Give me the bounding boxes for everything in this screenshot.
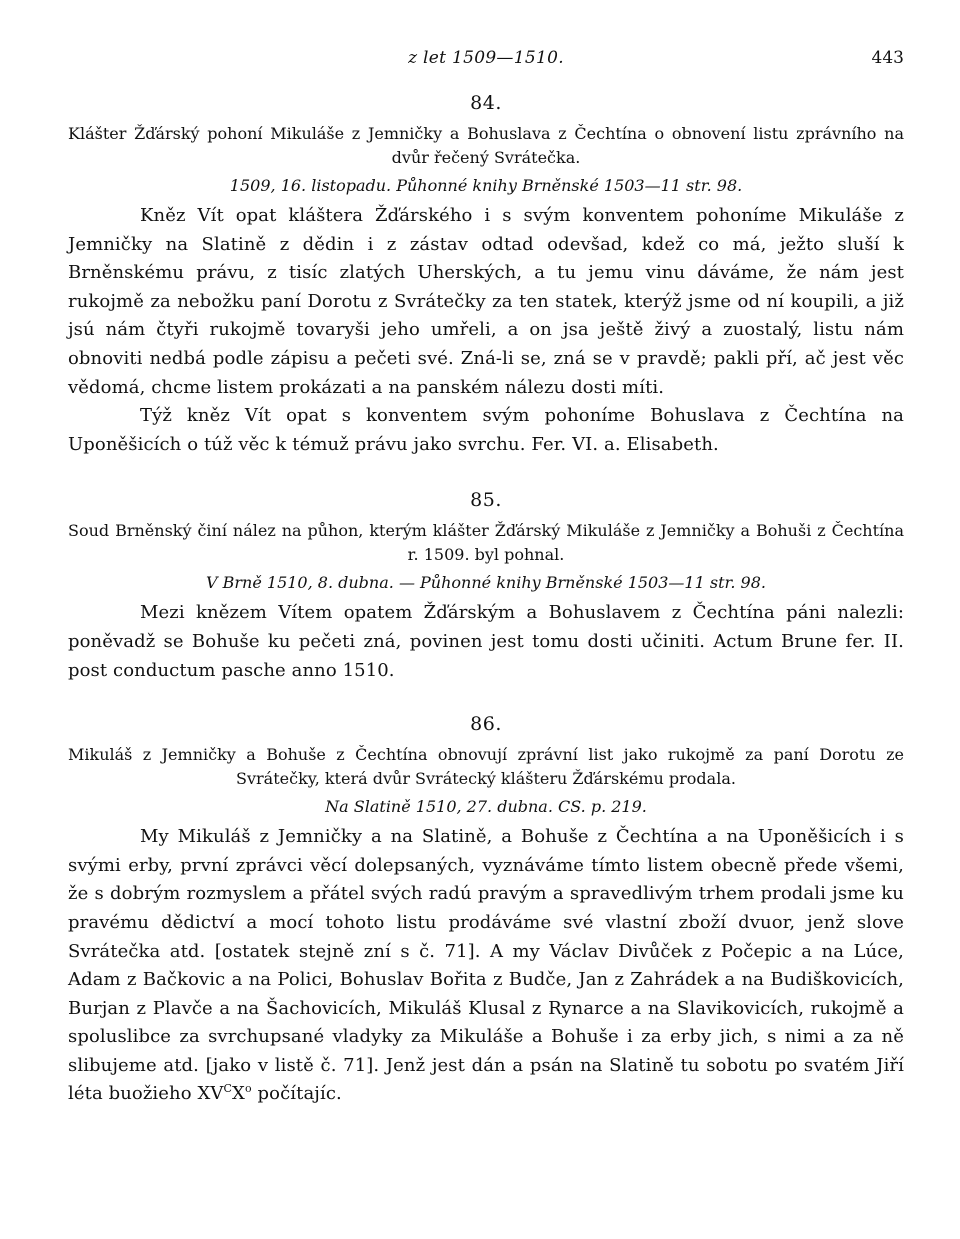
entry-85 (68, 489, 904, 685)
entry-86 (68, 713, 904, 1109)
entry-paragraph: Mezi knězem Vítem opatem Žďárským a Bohuslavem z Čechtína páni nalezli: poněvadž se Bohuše ku pečeti zná, povinen jest tomu dosti učiniti. Actum Brune fer. II. post conductum pasche anno 1510. (68, 602, 904, 681)
entry-regest: Mikuláš z Jemničky a Bohuše z Čechtína obnovují zprávní list jako rukojmě za paní Dorotu ze Svrátečky, která dvůr Svrátecký klášteru Žďárskému prodala. (68, 745, 904, 789)
roman-numeral: X (232, 1083, 245, 1105)
entry-number: 84. (470, 92, 502, 114)
entry-regest: Soud Brněnský činí nález na půhon, kterým klášter Žďárský Mikuláše z Jemničky a Bohuši z Čechtína r. 1509. byl pohnal. (68, 521, 904, 565)
page-number: 443 (871, 48, 904, 68)
entry-paragraph: Kněz Vít opat kláštera Žďárského i s svým konventem pohoníme Mikuláše z Jemničky na Slatině z dědin i z zástav odtad odevšad, kdež co má, ježto sluší k Brněnskému právu, z tisíc zlatých Uherských, a tu jemu vinu dáváme, že nám jest rukojmě za nebožku paní Dorotu z Svrátečky za ten statek, kterýž jsme od ní koupili, a již jsú nám čtyři rukojmě tovaryši jeho umřeli, a on jsa ještě živý a zuostalý, listu nám obnoviti nedbá podle zápisu a pečeti své. Zná-li se, zná se v pravdě; pakli pří, ač jest věc vědomá, chcme listem prokázati a na panském nálezu dosti míti. (68, 205, 904, 398)
entry-dateline: Na Slatině 1510, 27. dubna. CS. p. 219. (325, 797, 647, 817)
entry-paragraph (68, 823, 904, 1109)
paragraph-text: My Mikuláš z Jemničky a na Slatině, a Bohuše z Čechtína a na Uponěšicích i s svými erby, první zprávci věcí dolepsaných, vyznáváme tímto listem obecně přede všemi, že s dobrým rozmyslem a přátel svých radú pravým a spravedlivým trhem prodali jsme ku pravému dědictví a mocí tohoto listu prodáváme své vlastní zboží dvuor, jenž slove Svrátečka atd. [ostatek stejně zní s č. 71]. A my Václav Divůček z Počepic a na Lúce, Adam z Bačkovic a na Polici, Bohuslav Bořita z Budče, Jan z Zahrádek a na Budiškovicích, Burjan z Plavče a na Šachovicích, Mikuláš Klusal z Rynarce a na Slavikovicích, rukojmě a spoluslibce za svrchupsané vladyky za Mikuláše a Bohuše i za erby jich, s nimi a za ně slibujeme atd. [jako v listě č. 71]. Jenž jest dán a psán na Slatině tu sobotu po svatém Jiří léta buožieho XV (68, 826, 904, 1105)
page-header (68, 38, 904, 72)
entry-dateline: 1509, 16. listopadu. Půhonné knihy Brněnské 1503—11 str. 98. (229, 176, 743, 195)
paragraph-tail: počítajíc. (257, 1083, 342, 1105)
entry-paragraph: Týž kněz Vít opat s konventem svým pohoníme Bohuslava z Čechtína na Uponěšicích o túž věc k témuž právu jako svrchu. Fer. VI. a. Elisabeth. (68, 405, 904, 455)
spacer (68, 459, 904, 471)
running-title: z let 1509—1510. (408, 48, 564, 68)
superscript-c: C (223, 1082, 233, 1096)
entry-84 (68, 92, 904, 459)
superscript-o: o (244, 1082, 252, 1096)
entry-number: 85. (470, 489, 502, 512)
entry-regest: Klášter Žďárský pohoní Mikuláše z Jemničky a Bohuslava z Čechtína o obnovení listu zprávního na dvůr řečený Svrátečka. (68, 124, 904, 167)
book-page (68, 38, 904, 1109)
entry-dateline: V Brně 1510, 8. dubna. — Půhonné knihy Brněnské 1503—11 str. 98. (205, 573, 766, 593)
entry-number: 86. (470, 713, 502, 736)
spacer (68, 685, 904, 695)
